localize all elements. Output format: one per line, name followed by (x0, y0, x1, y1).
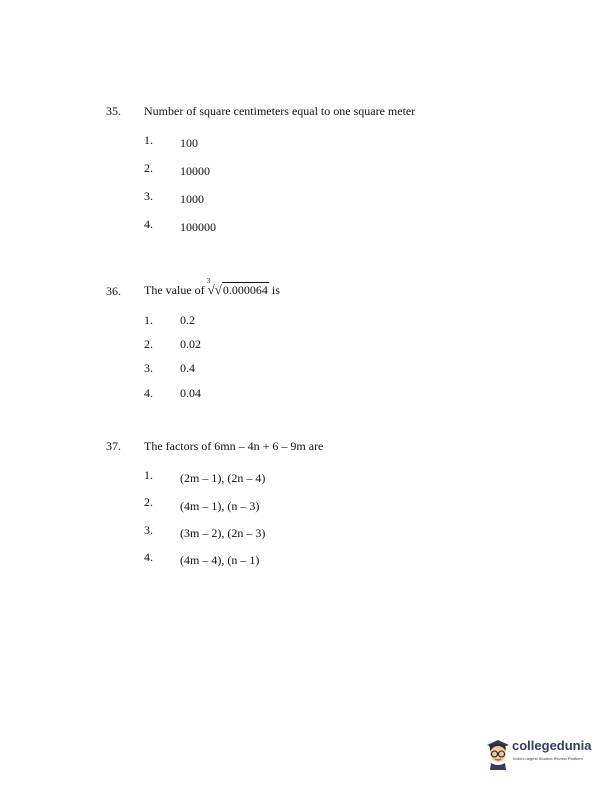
question-36-text-after: is (271, 283, 280, 297)
question-36-option-4-number: 4. (144, 386, 153, 400)
question-35-option-3-number: 3. (144, 189, 153, 203)
question-36-option-4-text: 0.04 (180, 386, 201, 400)
question-37-option-4-number: 4. (144, 550, 153, 564)
question-36-option-2-text: 0.02 (180, 337, 201, 351)
question-36-option-1-text: 0.2 (180, 313, 195, 327)
question-37-option-4-text: (4m – 4), (n – 1) (180, 553, 260, 567)
question-36-text (144, 277, 280, 298)
question-36-option-3-text: 0.4 (180, 361, 195, 375)
question-35-option-3-text: 1000 (180, 192, 204, 206)
question-37-option-2-text: (4m – 1), (n – 3) (180, 499, 260, 513)
question-37-option-1-text: (2m – 1), (2n – 4) (180, 471, 266, 485)
logo-wordmark: collegedunia (512, 738, 592, 753)
question-36-text-before: The value of (144, 283, 205, 297)
question-37-option-1-number: 1. (144, 468, 153, 482)
question-35-option-4-text: 100000 (180, 220, 216, 234)
question-35-option-1-number: 1. (144, 133, 153, 147)
cube-root-expression (206, 277, 269, 298)
question-36-option-1-number: 1. (144, 313, 153, 327)
question-36-option-2-number: 2. (144, 337, 153, 351)
question-35-option-4-number: 4. (144, 217, 153, 231)
question-37-text: The factors of 6mn – 4n + 6 – 9m are (144, 439, 324, 453)
question-36-number: 36. (106, 284, 121, 298)
radical-sign-icon: √ (207, 282, 215, 297)
question-37-option-3-text: (3m – 2), (2n – 3) (180, 526, 266, 540)
logo-tagline: India's largest Student Review Platform (513, 756, 583, 761)
radicand: 0.000064 (222, 283, 268, 297)
question-37-option-3-number: 3. (144, 523, 153, 537)
question-36-option-3-number: 3. (144, 361, 153, 375)
collegedunia-logo (484, 736, 596, 776)
question-35-option-1-text: 100 (180, 136, 198, 150)
graduate-mascot-icon (484, 736, 512, 770)
question-35-option-2-text: 10000 (180, 164, 210, 178)
question-37-number: 37. (106, 439, 121, 453)
question-35-option-2-number: 2. (144, 161, 153, 175)
radical-index: 3 (206, 277, 211, 285)
question-35-text: Number of square centimeters equal to one square meter (144, 104, 416, 118)
question-37-option-2-number: 2. (144, 495, 153, 509)
radical-sign-icon: √ (214, 282, 222, 297)
question-35-number: 35. (106, 104, 121, 118)
